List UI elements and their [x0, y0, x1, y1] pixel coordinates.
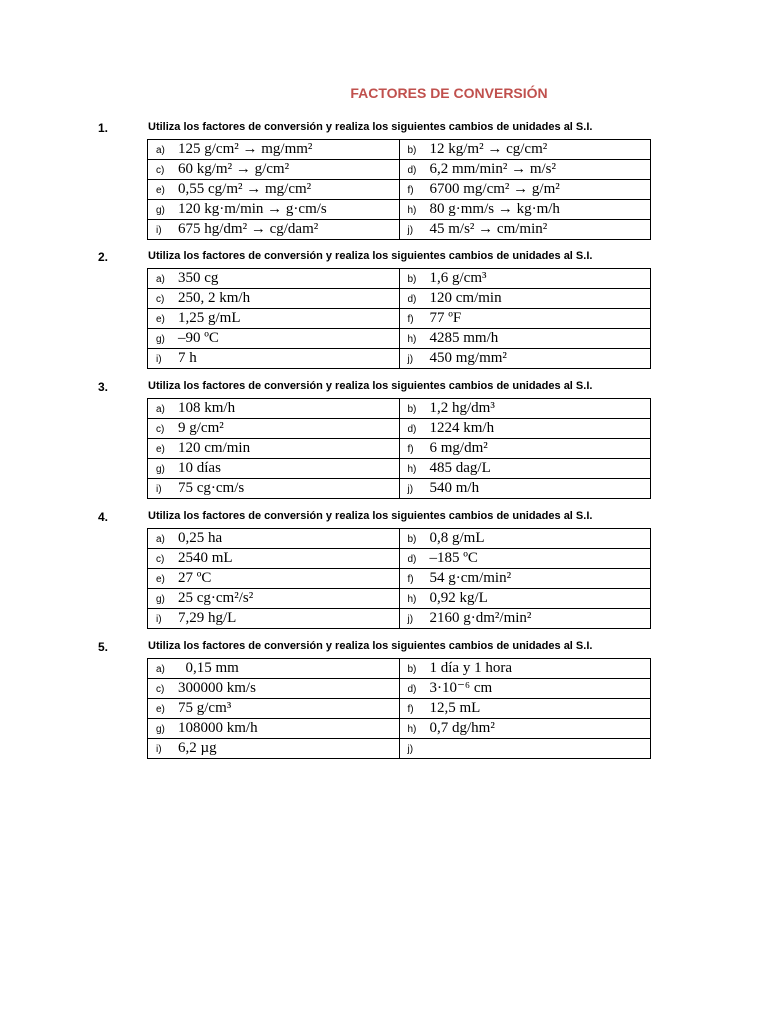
item-label: a) [156, 145, 165, 156]
item-value: 0,55 cg/m² → mg/cm² [178, 181, 312, 197]
table-cell [148, 659, 400, 679]
table-row [148, 220, 651, 240]
table-cell [148, 289, 400, 309]
item-value: 6,2 µg [178, 740, 217, 756]
item-label: j) [407, 484, 414, 495]
item-value: 4285 mm/h [429, 330, 499, 346]
item-value: 120 kg·m/min → g·cm/s [178, 201, 327, 217]
table-row [148, 140, 651, 160]
table-cell [399, 739, 651, 759]
table-row [148, 609, 651, 629]
item-label: g) [156, 724, 165, 735]
item-label: d) [407, 424, 417, 435]
item-label: e) [156, 704, 165, 715]
table-cell [148, 180, 400, 200]
conversion-table [147, 528, 651, 629]
item-value: 9 g/cm² [178, 420, 224, 436]
table-row [148, 479, 651, 499]
table-row [148, 659, 651, 679]
item-value: 77 ºF [429, 310, 462, 326]
item-value: 108 km/h [178, 400, 236, 416]
item-label: g) [156, 594, 165, 605]
item-value: 1224 km/h [429, 420, 495, 436]
item-value: 1,2 hg/dm³ [429, 400, 495, 416]
item-label: g) [156, 464, 165, 475]
item-label: j) [407, 614, 414, 625]
table-cell [399, 269, 651, 289]
table-row [148, 459, 651, 479]
item-value: 80 g·mm/s → kg·m/h [429, 201, 560, 217]
table-row [148, 439, 651, 459]
item-value: 108000 km/h [178, 720, 258, 736]
item-value: 2540 mL [178, 550, 233, 566]
table-row [148, 180, 651, 200]
table-cell [148, 479, 400, 499]
exercise-number: 1. [98, 121, 109, 135]
item-label: g) [156, 334, 165, 345]
item-label: h) [407, 724, 417, 735]
exercise-number: 3. [98, 380, 109, 394]
exercise-number: 4. [98, 510, 109, 524]
table-cell [399, 140, 651, 160]
table-cell [399, 529, 651, 549]
table-cell [148, 329, 400, 349]
item-label: e) [156, 185, 165, 196]
table-cell [148, 349, 400, 369]
table-cell [399, 459, 651, 479]
table-row [148, 349, 651, 369]
table-cell [399, 549, 651, 569]
item-label: e) [156, 444, 165, 455]
table-row [148, 329, 651, 349]
item-label: i) [156, 744, 162, 755]
table-cell [399, 659, 651, 679]
item-value: 27 ºC [178, 570, 212, 586]
item-label: j) [407, 225, 414, 236]
item-value: 540 m/h [429, 480, 480, 496]
table-cell [399, 609, 651, 629]
item-value: 125 g/cm² → mg/mm² [178, 141, 313, 157]
item-value: 75 g/cm³ [178, 700, 232, 716]
item-value: –90 ºC [178, 330, 219, 346]
page-title: FACTORES DE CONVERSIÓN [350, 85, 548, 101]
table-cell [399, 180, 651, 200]
item-value: 7 h [178, 350, 197, 366]
exercise-prompt: Utiliza los factores de conversión y realiza los siguientes cambios de unidades al S.I. [148, 510, 593, 522]
table-cell [399, 699, 651, 719]
item-label: c) [156, 294, 165, 305]
table-row [148, 160, 651, 180]
item-value: 350 cg [178, 270, 219, 286]
item-value: 2160 g·dm²/min² [429, 610, 532, 626]
table-cell [399, 479, 651, 499]
conversion-table [147, 268, 651, 369]
item-label: h) [407, 334, 417, 345]
item-label: i) [156, 354, 162, 365]
item-value: 45 m/s² → cm/min² [429, 221, 548, 237]
item-label: f) [407, 704, 414, 715]
item-label: c) [156, 684, 165, 695]
item-value: 10 días [178, 460, 221, 476]
exercise-prompt: Utiliza los factores de conversión y realiza los siguientes cambios de unidades al S.I. [148, 380, 593, 392]
table-row [148, 569, 651, 589]
item-value: 12,5 mL [429, 700, 481, 716]
item-label: c) [156, 424, 165, 435]
item-label: j) [407, 744, 414, 755]
item-value: 6 mg/dm² [429, 440, 488, 456]
item-value: 0,15 mm [178, 660, 239, 676]
item-label: i) [156, 614, 162, 625]
table-cell [399, 419, 651, 439]
item-label: h) [407, 464, 417, 475]
item-value: 1,25 g/mL [178, 310, 241, 326]
table-row [148, 699, 651, 719]
item-value: 675 hg/dm² → cg/dam² [178, 221, 319, 237]
table-cell [148, 269, 400, 289]
exercise-prompt: Utiliza los factores de conversión y realiza los siguientes cambios de unidades al S.I. [148, 640, 593, 652]
conversion-table [147, 398, 651, 499]
table-cell [148, 160, 400, 180]
item-label: i) [156, 225, 162, 236]
table-cell [148, 399, 400, 419]
item-value: 485 dag/L [429, 460, 491, 476]
table-cell [148, 140, 400, 160]
item-label: j) [407, 354, 414, 365]
item-label: a) [156, 534, 165, 545]
table-row [148, 679, 651, 699]
item-label: d) [407, 554, 417, 565]
table-cell [148, 589, 400, 609]
table-cell [148, 200, 400, 220]
table-row [148, 309, 651, 329]
item-label: a) [156, 404, 165, 415]
item-label: f) [407, 185, 414, 196]
item-label: b) [407, 664, 417, 675]
item-value: 7,29 hg/L [178, 610, 237, 626]
table-cell [399, 679, 651, 699]
item-value: 54 g·cm/min² [429, 570, 512, 586]
item-label: d) [407, 165, 417, 176]
table-row [148, 289, 651, 309]
item-value: 120 cm/min [178, 440, 251, 456]
item-label: a) [156, 274, 165, 285]
table-cell [148, 439, 400, 459]
table-cell [148, 699, 400, 719]
item-label: h) [407, 205, 417, 216]
table-cell [399, 719, 651, 739]
table-row [148, 739, 651, 759]
item-label: b) [407, 145, 417, 156]
item-label: f) [407, 314, 414, 325]
exercise-number: 2. [98, 250, 109, 264]
table-cell [148, 609, 400, 629]
table-cell [399, 200, 651, 220]
item-value: –185 ºC [429, 550, 478, 566]
table-cell [399, 349, 651, 369]
item-label: f) [407, 574, 414, 585]
table-cell [148, 529, 400, 549]
item-label: c) [156, 165, 165, 176]
table-cell [399, 289, 651, 309]
table-cell [399, 220, 651, 240]
conversion-table [147, 658, 651, 759]
table-row [148, 419, 651, 439]
table-cell [148, 220, 400, 240]
item-label: i) [156, 484, 162, 495]
item-value: 250, 2 km/h [178, 290, 251, 306]
item-value: 6,2 mm/min² → m/s² [429, 161, 557, 177]
item-label: b) [407, 274, 417, 285]
table-row [148, 269, 651, 289]
item-label: e) [156, 574, 165, 585]
table-cell [399, 569, 651, 589]
item-value: 0,8 g/mL [429, 530, 485, 546]
item-label: b) [407, 534, 417, 545]
item-label: g) [156, 205, 165, 216]
item-label: d) [407, 684, 417, 695]
item-label: c) [156, 554, 165, 565]
table-cell [148, 719, 400, 739]
item-label: d) [407, 294, 417, 305]
table-cell [399, 589, 651, 609]
table-cell [148, 459, 400, 479]
exercise-number: 5. [98, 640, 109, 654]
item-label: a) [156, 664, 165, 675]
item-value: 60 kg/m² → g/cm² [178, 161, 290, 177]
table-cell [148, 549, 400, 569]
item-label: h) [407, 594, 417, 605]
table-cell [399, 399, 651, 419]
item-label: b) [407, 404, 417, 415]
table-row [148, 719, 651, 739]
table-cell [399, 160, 651, 180]
table-row [148, 529, 651, 549]
table-cell [399, 439, 651, 459]
table-cell [399, 309, 651, 329]
item-value: 0,25 ha [178, 530, 223, 546]
table-row [148, 589, 651, 609]
table-cell [148, 569, 400, 589]
item-label: e) [156, 314, 165, 325]
exercise-prompt: Utiliza los factores de conversión y realiza los siguientes cambios de unidades al S.I. [148, 250, 593, 262]
table-row [148, 549, 651, 569]
table-cell [399, 329, 651, 349]
table-row [148, 399, 651, 419]
item-value: 0,7 dg/hm² [429, 720, 495, 736]
item-value: 1,6 g/cm³ [429, 270, 487, 286]
item-value: 3·10⁻⁶ cm [429, 680, 493, 696]
table-cell [148, 739, 400, 759]
item-value: 1 día y 1 hora [429, 660, 512, 676]
item-value: 12 kg/m² → cg/cm² [429, 141, 548, 157]
item-value: 120 cm/min [429, 290, 502, 306]
table-cell [148, 419, 400, 439]
table-row [148, 200, 651, 220]
item-value: 450 mg/mm² [429, 350, 507, 366]
table-cell [148, 679, 400, 699]
exercise-prompt: Utiliza los factores de conversión y realiza los siguientes cambios de unidades al S.I. [148, 121, 593, 133]
conversion-table [147, 139, 651, 240]
item-value: 0,92 kg/L [429, 590, 488, 606]
item-value: 25 cg·cm²/s² [178, 590, 254, 606]
item-value: 300000 km/s [178, 680, 256, 696]
item-label: f) [407, 444, 414, 455]
item-value: 6700 mg/cm² → g/m² [429, 181, 560, 197]
table-cell [148, 309, 400, 329]
item-value: 75 cg·cm/s [178, 480, 245, 496]
